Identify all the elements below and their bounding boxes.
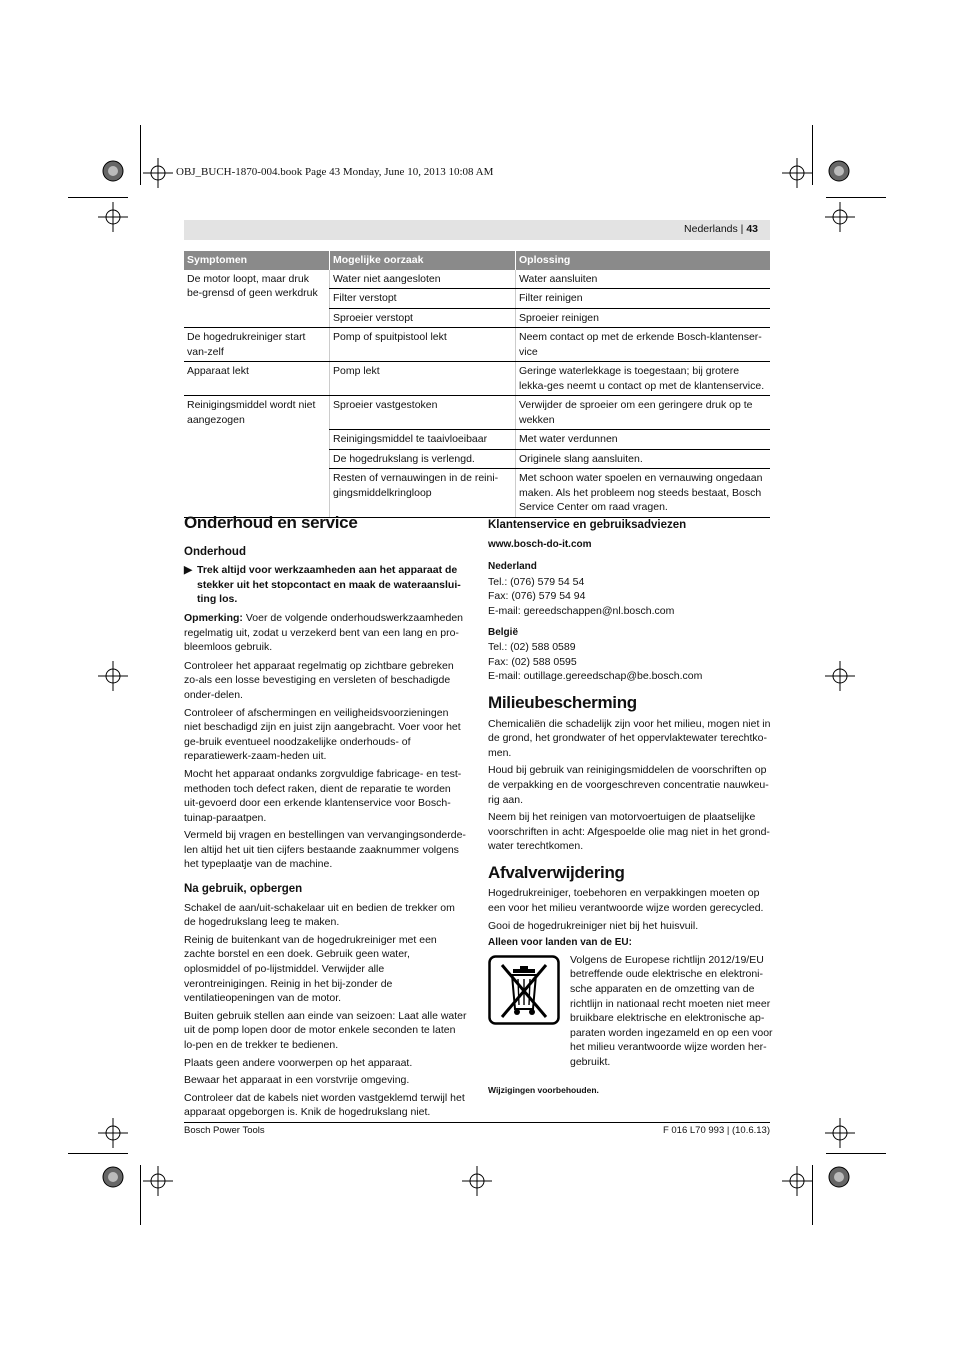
section-title-maintenance: Onderhoud en service bbox=[184, 513, 358, 532]
weee-text: Volgens de Europese richtlijn 2012/19/EU betreffende oude elektrische en elektroni-sche apparaten en de omzetting van de richtlijn in nationaal recht moeten niet meer bruikbare elektrische en elektronische ap-paraten worden ingezameld en op een voor het milieu verantwoorde wijze worden her-gebruikt. bbox=[570, 953, 773, 1068]
crosshair-target-icon bbox=[825, 661, 855, 691]
customer-service-title: Klantenservice en gebruiksadviezen bbox=[488, 519, 687, 531]
cause-cell: Sproeier verstopt bbox=[330, 308, 516, 328]
note-label: Opmerking: bbox=[184, 611, 243, 624]
footer-left: Bosch Power Tools bbox=[184, 1125, 265, 1136]
table-row bbox=[184, 270, 770, 289]
crop-mark bbox=[826, 1153, 886, 1154]
solution-cell: Neem contact op met de erkende Bosch-klantenser-vice bbox=[516, 328, 771, 362]
weee-block bbox=[488, 953, 772, 1079]
crop-mark bbox=[140, 125, 141, 185]
registration-circle-icon bbox=[828, 1166, 850, 1188]
warning-item bbox=[184, 563, 468, 607]
crosshair-target-icon bbox=[782, 158, 812, 188]
paragraph: Plaats geen andere voorwerpen op het apparaat. bbox=[184, 1056, 413, 1069]
solution-cell: Geringe waterlekkage is toegestaan; bij grotere lekka-ges neemt u contact op met de klantenservice. bbox=[516, 362, 771, 396]
section-title-environment: Milieubescherming bbox=[488, 692, 637, 712]
table-header-row bbox=[184, 251, 770, 270]
paragraph: Controleer of afschermingen en veiligheidsvoorzieningen niet beschadigd zijn en juist zijn aangebracht. Voer voor het ge-bruik eventueel noodzakelijke onderhouds- of reparatiewerk-zaam-heden uit. bbox=[184, 706, 461, 763]
crop-mark bbox=[812, 1165, 813, 1225]
table-row bbox=[184, 328, 770, 362]
registration-circle-icon bbox=[828, 160, 850, 182]
registration-circle-icon bbox=[102, 160, 124, 182]
note-text: Voer de volgende onderhoudswerkzaamheden regelmatig uit, zodat u verzekerd bent van een lang en pro-bleemloos gebruik. bbox=[184, 611, 464, 654]
crop-mark bbox=[68, 197, 128, 198]
left-column bbox=[184, 513, 468, 1122]
section-title-disposal: Afvalverwijdering bbox=[488, 862, 625, 882]
table-row bbox=[184, 362, 770, 396]
cause-cell: Resten of vernauwingen in de reini-gingsmiddelkringloop bbox=[330, 469, 516, 518]
contact-line: Tel.: (02) 588 0589 bbox=[488, 641, 576, 654]
crop-mark bbox=[826, 197, 886, 198]
paragraph: Houd bij gebruik van reinigingsmiddelen de voorschriften op de verpakking en de voorgeschreven concentratie nauwkeu-rig aan. bbox=[488, 764, 769, 806]
contact-line: Fax: (076) 579 54 94 bbox=[488, 590, 586, 603]
crosshair-target-icon bbox=[462, 1166, 492, 1196]
footer-right: F 016 L70 993 | (10.6.13) bbox=[662, 1125, 770, 1136]
contact-line: Tel.: (076) 579 54 54 bbox=[488, 575, 585, 588]
paragraph: Schakel de aan/uit-schakelaar uit en bedien de trekker om de hogedrukslang leeg te maken. bbox=[184, 901, 455, 929]
paragraph: Hogedrukreiniger, toebehoren en verpakkingen moeten op een voor het milieu verantwoorde wijze worden gerecycled. bbox=[488, 887, 764, 915]
paragraph: Gooi de hogedrukreiniger niet bij het huisvuil. bbox=[488, 919, 699, 932]
arrow-right-icon: ▶ bbox=[184, 564, 193, 577]
page-header: Nederlands | 43 bbox=[184, 220, 770, 240]
footer-rule bbox=[184, 1122, 770, 1123]
solution-cell: Originele slang aansluiten. bbox=[516, 449, 771, 469]
note-paragraph bbox=[184, 611, 468, 655]
symptom-cell: Apparaat lekt bbox=[184, 362, 330, 396]
crosshair-target-icon bbox=[143, 158, 173, 188]
crosshair-target-icon bbox=[825, 202, 855, 232]
table-row bbox=[184, 396, 770, 430]
crosshair-target-icon bbox=[98, 1118, 128, 1148]
contact-line: Fax: (02) 588 0595 bbox=[488, 655, 577, 668]
crosshair-target-icon bbox=[98, 661, 128, 691]
website-link[interactable]: www.bosch-do-it.com bbox=[488, 538, 592, 550]
paragraph: Reinig de buitenkant van de hogedrukreiniger met een zachte borstel en een doek. Gebruik geen water, oplosmiddel of po-lijstmiddel. Verwijder alle verontreinigingen. Reinig in het bij-zonder de ventilatieopeningen van de motor. bbox=[184, 933, 437, 1005]
cause-cell: Sproeier vastgestoken bbox=[330, 396, 516, 430]
symptom-cell: De motor loopt, maar druk be-grensd of geen werkdruk bbox=[184, 270, 330, 328]
crop-mark bbox=[140, 1165, 141, 1225]
solution-cell: Met water verdunnen bbox=[516, 430, 771, 450]
subsection-title: Na gebruik, opbergen bbox=[184, 883, 303, 896]
paragraph: Bewaar het apparaat in een vorstvrije omgeving. bbox=[184, 1074, 410, 1087]
header-language: Nederlands bbox=[684, 223, 738, 235]
email-link[interactable]: E-mail: gereedschappen@nl.bosch.com bbox=[488, 604, 675, 617]
solution-cell: Water aansluiten bbox=[516, 270, 771, 289]
right-column bbox=[488, 518, 772, 1097]
crop-mark bbox=[812, 125, 813, 185]
cause-cell: Filter verstopt bbox=[330, 289, 516, 309]
paragraph: Neem bij het reinigen van motorvoertuigen de plaatselijke voorschriften in acht: Afgespoelde olie mag niet in het grond-water terechtkomen. bbox=[488, 811, 770, 853]
cause-cell: De hogedrukslang is verlengd. bbox=[330, 449, 516, 469]
paragraph: Buiten gebruik stellen aan einde van seizoen: Laat alle water uit de pomp lopen door de motor enkele seconden te laten lo-pen en de trekker te bedienen. bbox=[184, 1009, 467, 1051]
solution-cell: Sproeier reinigen bbox=[516, 308, 771, 328]
file-info-line: OBJ_BUCH-1870-004.book Page 43 Monday, June 10, 2013 10:08 AM bbox=[176, 166, 494, 178]
paragraph: Controleer dat de kabels niet worden vastgeklemd terwijl het apparaat opgeborgen is. Knik de hogedrukslang niet. bbox=[184, 1091, 465, 1119]
solution-cell: Filter reinigen bbox=[516, 289, 771, 309]
crosshair-target-icon bbox=[825, 1118, 855, 1148]
crossed-out-bin-icon bbox=[488, 955, 560, 1025]
paragraph: Vermeld bij vragen en bestellingen van vervangingsonderde-len altijd het uit tien cijfers bestaande zaaknummer volgens het typeplaatje van de machine. bbox=[184, 829, 466, 871]
registration-circle-icon bbox=[102, 1166, 124, 1188]
warning-text: Trek altijd voor werkzaamheden aan het apparaat de stekker uit het stopcontact en maak de wateraanslui-ting los. bbox=[197, 564, 461, 606]
column-header: Oplossing bbox=[516, 251, 771, 270]
country-label: België bbox=[488, 626, 519, 638]
page-number: 43 bbox=[746, 223, 758, 235]
paragraph: Chemicaliën die schadelijk zijn voor het milieu, mogen niet in de grond, het grondwater of het oppervlaktewater terechtko-men. bbox=[488, 717, 771, 759]
crop-mark bbox=[68, 1153, 128, 1154]
column-header: Mogelijke oorzaak bbox=[330, 251, 516, 270]
column-header: Symptomen bbox=[184, 251, 330, 270]
solution-cell: Verwijder de sproeier om een geringere druk op te wekken bbox=[516, 396, 771, 430]
paragraph: Mocht het apparaat ondanks zorgvuldige fabricage- en test-methoden toch defect raken, dient de reparatie te worden uit-gevoerd door een erkende klantenservice voor Bosch-tuinap-paraatpen. bbox=[184, 767, 462, 824]
crosshair-target-icon bbox=[143, 1166, 173, 1196]
cause-cell: Reinigingsmiddel te taaivloeibaar bbox=[330, 430, 516, 450]
cause-cell: Water niet aangesloten bbox=[330, 270, 516, 289]
symptom-cell: De hogedrukreiniger start van-zelf bbox=[184, 328, 330, 362]
troubleshooting-table bbox=[184, 251, 770, 518]
eu-label: Alleen voor landen van de EU: bbox=[488, 937, 632, 949]
subsection-title: Onderhoud bbox=[184, 545, 246, 558]
cause-cell: Pomp lekt bbox=[330, 362, 516, 396]
country-label: Nederland bbox=[488, 561, 537, 573]
changes-note: Wijzigingen voorbehouden. bbox=[488, 1084, 599, 1095]
crosshair-target-icon bbox=[98, 202, 128, 232]
cause-cell: Pomp of spuitpistool lekt bbox=[330, 328, 516, 362]
crosshair-target-icon bbox=[782, 1166, 812, 1196]
paragraph: Controleer het apparaat regelmatig op zichtbare gebreken zo-als een losse bevestiging en versleten of beschadigde onder-delen. bbox=[184, 659, 454, 701]
symptom-cell: Reinigingsmiddel wordt niet aangezogen bbox=[184, 396, 330, 518]
email-link[interactable]: E-mail: outillage.gereedschap@be.bosch.com bbox=[488, 670, 703, 683]
solution-cell: Met schoon water spoelen en vernauwing ongedaan maken. Als het probleem nog steeds bestaat, Bosch Service Center om raad vragen. bbox=[516, 469, 771, 518]
